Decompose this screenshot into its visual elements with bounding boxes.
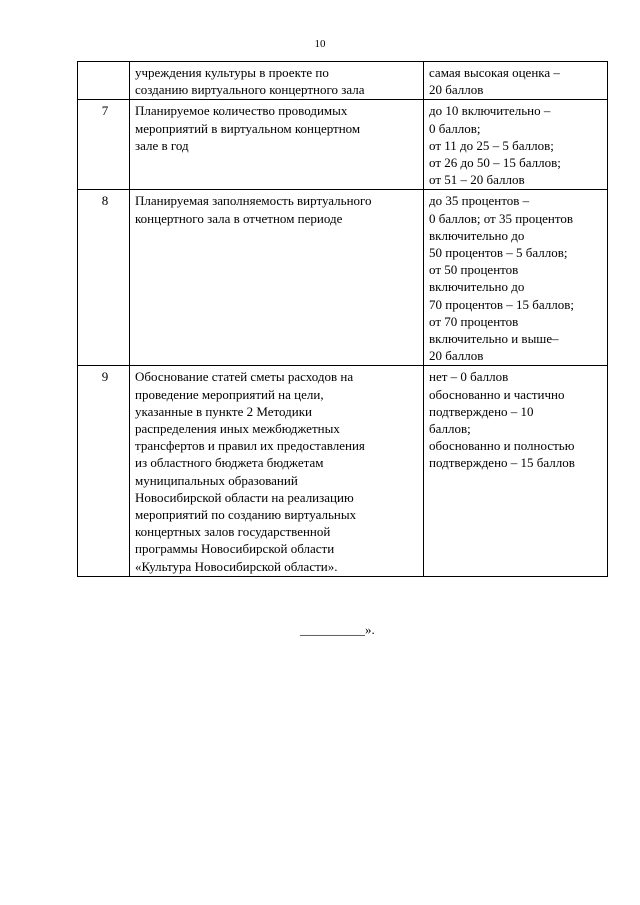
criterion-cell — [130, 100, 424, 190]
criterion-line: Обоснование статей сметы расходов на — [135, 369, 354, 385]
score-line: от 70 процентов — [429, 313, 519, 329]
score-line: подтверждено – 15 баллов — [429, 455, 575, 471]
criterion-line: трансфертов и правил их предоставления — [135, 438, 365, 454]
table-row — [78, 62, 608, 100]
score-line: нет – 0 баллов — [429, 369, 509, 385]
score-line: самая высокая оценка – — [429, 65, 560, 80]
score-line: от 51 – 20 баллов — [429, 172, 525, 188]
score-line: 20 баллов — [429, 82, 484, 98]
score-line: обоснованно и полностью — [429, 438, 575, 454]
table-row — [78, 190, 608, 366]
criterion-cell — [130, 366, 424, 576]
criteria-table — [77, 61, 608, 577]
closing-mark: __________». — [300, 622, 375, 637]
score-line: баллов; — [429, 421, 471, 437]
score-line: 20 баллов — [429, 348, 484, 364]
criterion-line: Планируемое количество проводимых — [135, 103, 348, 119]
criterion-cell — [130, 62, 424, 100]
criterion-line: Новосибирской области на реализацию — [135, 489, 354, 505]
score-cell — [424, 190, 608, 366]
criterion-line: мероприятий по созданию виртуальных — [135, 507, 357, 523]
criterion-line: программы Новосибирской области — [135, 541, 335, 557]
criterion-cell — [130, 190, 424, 366]
score-line: до 35 процентов – — [429, 193, 530, 209]
criterion-line: созданию виртуального концертного зала — [135, 82, 365, 98]
score-line: включительно до — [429, 227, 525, 243]
criterion-line: проведение мероприятий на цели, — [135, 386, 324, 402]
criterion-line: мероприятий в виртуальном концертном — [135, 120, 361, 136]
score-line: включительно до — [429, 279, 525, 295]
score-line: обоснованно и частично — [429, 386, 565, 402]
table-row — [78, 100, 608, 190]
criterion-line: «Культура Новосибирской области». — [135, 558, 338, 574]
criterion-line: из областного бюджета бюджетам — [135, 455, 324, 471]
criterion-line: концертных залов государственной — [135, 524, 331, 540]
criterion-line: Планируемая заполняемость виртуального — [135, 193, 372, 209]
row-number-cell — [78, 62, 130, 100]
criterion-line: распределения иных межбюджетных — [135, 421, 340, 437]
score-line: от 26 до 50 – 15 баллов; — [429, 155, 561, 171]
criterion-line: концертного зала в отчетном периоде — [135, 210, 343, 226]
score-cell — [424, 62, 608, 100]
page-number: 10 — [314, 38, 326, 50]
score-line: подтверждено – 10 — [429, 403, 534, 419]
row-number-cell: 7 — [78, 100, 130, 190]
criterion-line: зале в год — [135, 137, 189, 153]
criteria-table-body — [78, 62, 608, 577]
score-line: включительно и выше– — [429, 331, 559, 347]
criterion-line: муниципальных образований — [135, 472, 298, 488]
score-cell — [424, 366, 608, 576]
score-line: 0 баллов; — [429, 120, 481, 136]
criterion-line: указанные в пункте 2 Методики — [135, 403, 312, 419]
score-line: до 10 включительно – — [429, 103, 551, 119]
row-number-cell: 9 — [78, 366, 130, 576]
score-cell — [424, 100, 608, 190]
score-line: 70 процентов – 15 баллов; — [429, 296, 575, 312]
score-line: от 11 до 25 – 5 баллов; — [429, 137, 554, 153]
table-row — [78, 366, 608, 576]
criterion-line: учреждения культуры в проекте по — [135, 65, 329, 80]
score-line: 0 баллов; от 35 процентов — [429, 210, 574, 226]
score-line: 50 процентов – 5 баллов; — [429, 245, 568, 261]
score-line: от 50 процентов — [429, 262, 519, 278]
row-number-cell: 8 — [78, 190, 130, 366]
